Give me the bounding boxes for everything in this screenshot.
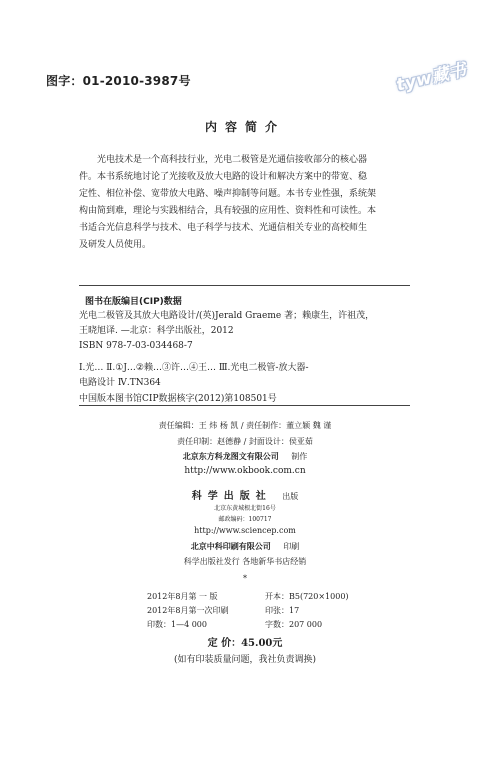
intro-line: 光电技术是一个高科技行业，光电二极管是光通信接收部分的核心器 <box>97 155 368 165</box>
register-number: 图字：01-2010-3987号 <box>46 74 191 88</box>
watermark-stamp: tyw藏书 <box>394 60 469 96</box>
cip-entry-line: 光电二极管及其放大电路设计/(英)Jerald Graeme 著；赖康生，许祖茂， <box>79 311 375 321</box>
cip-entry-line: 王晓旭译. —北京：科学出版社，2012 <box>79 326 234 336</box>
producer-url: http://www.okbook.com.cn <box>184 466 306 476</box>
cip-number: 中国版本图书馆CIP数据核字(2012)第108501号 <box>79 394 277 404</box>
printer-name: 北京中科印刷有限公司 <box>190 541 271 551</box>
producer-role: 制作 <box>291 452 308 461</box>
word-count: 字数：207 000 <box>265 620 323 629</box>
publisher-url: http://www.sciencep.com <box>194 526 296 535</box>
separator-star: * <box>243 574 247 583</box>
intro-heading: 内容简介 <box>204 120 285 134</box>
publisher-address: 北京东黄城根北街16号 <box>214 505 276 512</box>
publisher-line <box>0 487 490 502</box>
intro-line: 定性、相位补偿、宽带放大电路、噪声抑制等问题。本书专业性强，系统架 <box>79 189 377 199</box>
format: 开本：B5(720×1000) <box>265 592 349 601</box>
publisher-role: 出版 <box>282 492 299 501</box>
cip-subject-line: 电路设计 Ⅳ.TN364 <box>79 378 161 388</box>
cip-title: 图书在版编目(CIP)数据 <box>85 297 182 307</box>
sheets: 印张：17 <box>265 606 300 615</box>
quality-notice: (如有印装质量问题，我社负责调换) <box>173 655 317 665</box>
producer-name: 北京东方科龙图文有限公司 <box>182 451 279 461</box>
cip-subject-line: Ⅰ.光… Ⅱ.①J…②赖…③许…④王… Ⅲ.光电二极管-放大器- <box>79 363 309 373</box>
cip-isbn: ISBN 978-7-03-034468-7 <box>79 341 193 351</box>
price: 定 价：45.00元 <box>207 638 283 649</box>
intro-line: 件。本书系统地讨论了光接收及放大电路的设计和解决方案中的带宽、稳 <box>79 172 368 182</box>
intro-paragraph <box>79 152 409 254</box>
intro-line: 及研发人员使用。 <box>79 240 152 250</box>
print-design-credit: 责任印制：赵德静 / 封面设计：侯亚茹 <box>177 437 313 446</box>
print-run: 印数：1—4 000 <box>147 620 207 629</box>
distribution: 科学出版社发行 各地新华书店经销 <box>183 557 307 566</box>
publisher-name: 科学出版社 <box>191 491 272 502</box>
printer-role: 印刷 <box>283 542 300 551</box>
printer-line <box>0 541 490 552</box>
producer-line <box>0 451 490 462</box>
editors-credit: 责任编辑：王 炜 杨 凯 / 责任制作：董立颖 魏 谨 <box>158 421 332 430</box>
postcode: 邮政编码：100717 <box>218 516 272 523</box>
intro-line: 书适合光信息科学与技术、电子科学与技术、光通信相关专业的高校师生 <box>79 223 368 233</box>
printing: 2012年8月第一次印刷 <box>147 606 229 615</box>
cip-bottom-rule <box>79 405 410 406</box>
cip-top-rule <box>79 285 410 286</box>
intro-line: 构由简到难，理论与实践相结合，具有较强的应用性、资料性和可读性。本 <box>79 206 377 216</box>
edition: 2012年8月第 一 版 <box>147 592 218 601</box>
